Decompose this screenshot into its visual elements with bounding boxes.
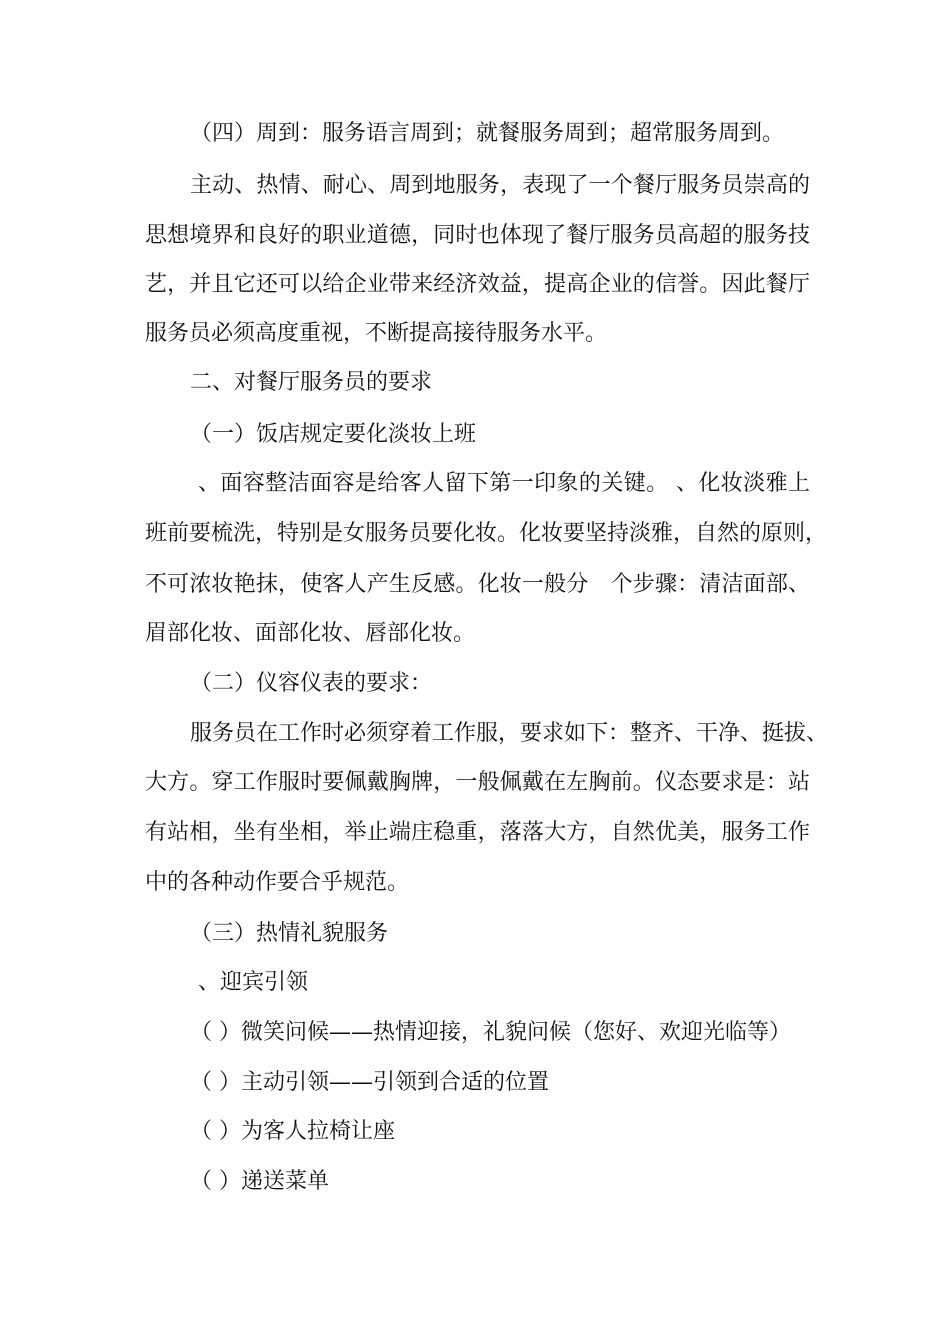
list-heading: 、迎宾引领 xyxy=(198,970,309,995)
list-item: （ ）递送菜单 xyxy=(190,1169,329,1194)
paragraph-line: 服务员必须高度重视，不断提高接待服务水平。 xyxy=(145,321,608,346)
section-heading: 二、对餐厅服务员的要求 xyxy=(190,370,433,395)
subsection-heading: （三）热情礼貌服务 xyxy=(190,921,389,946)
paragraph-line: 不可浓妆艳抹，使客人产生反感。化妆一般分 个步骤：清洁面部、 xyxy=(145,572,810,597)
list-item: （ ）主动引领——引领到合适的位置 xyxy=(190,1070,549,1095)
paragraph-line: 思想境界和良好的职业道德，同时也体现了餐厅服务员高超的服务技 xyxy=(145,223,810,248)
paragraph-line: 主动、热情、耐心、周到地服务，表现了一个餐厅服务员崇高的 xyxy=(190,173,810,198)
paragraph-line: 艺，并且它还可以给企业带来经济效益，提高企业的信誉。因此餐厅 xyxy=(145,272,810,297)
paragraph-line: 服务员在工作时必须穿着工作服，要求如下：整齐、干净、挺拔、 xyxy=(190,721,829,746)
paragraph-line: 大方。穿工作服时要佩戴胸牌，一般佩戴在左胸前。仪态要求是：站 xyxy=(145,770,810,795)
list-item: （ ）为客人拉椅让座 xyxy=(190,1119,395,1144)
paragraph-line: 班前要梳洗，特别是女服务员要化妆。化妆要坚持淡雅，自然的原则， xyxy=(145,521,828,546)
subsection-heading: （一）饭店规定要化淡妆上班 xyxy=(190,422,477,447)
subsection-heading: （二）仪容仪表的要求： xyxy=(190,671,433,696)
paragraph-line: 中的各种动作要合乎规范。 xyxy=(145,870,410,895)
paragraph-line: （四）周到：服务语言周到；就餐服务周到；超常服务周到。 xyxy=(190,121,785,146)
paragraph-line: 有站相，坐有坐相，举止端庄稳重，落落大方，自然优美，服务工作 xyxy=(145,820,810,845)
paragraph-line: 、面容整洁面容是给客人留下第一印象的关键。 、化妆淡雅上 xyxy=(198,471,810,496)
paragraph-line: 眉部化妆、面部化妆、唇部化妆。 xyxy=(145,621,476,646)
list-item: （ ）微笑问候——热情迎接，礼貌问候（您好、欢迎光临等） xyxy=(190,1020,791,1045)
